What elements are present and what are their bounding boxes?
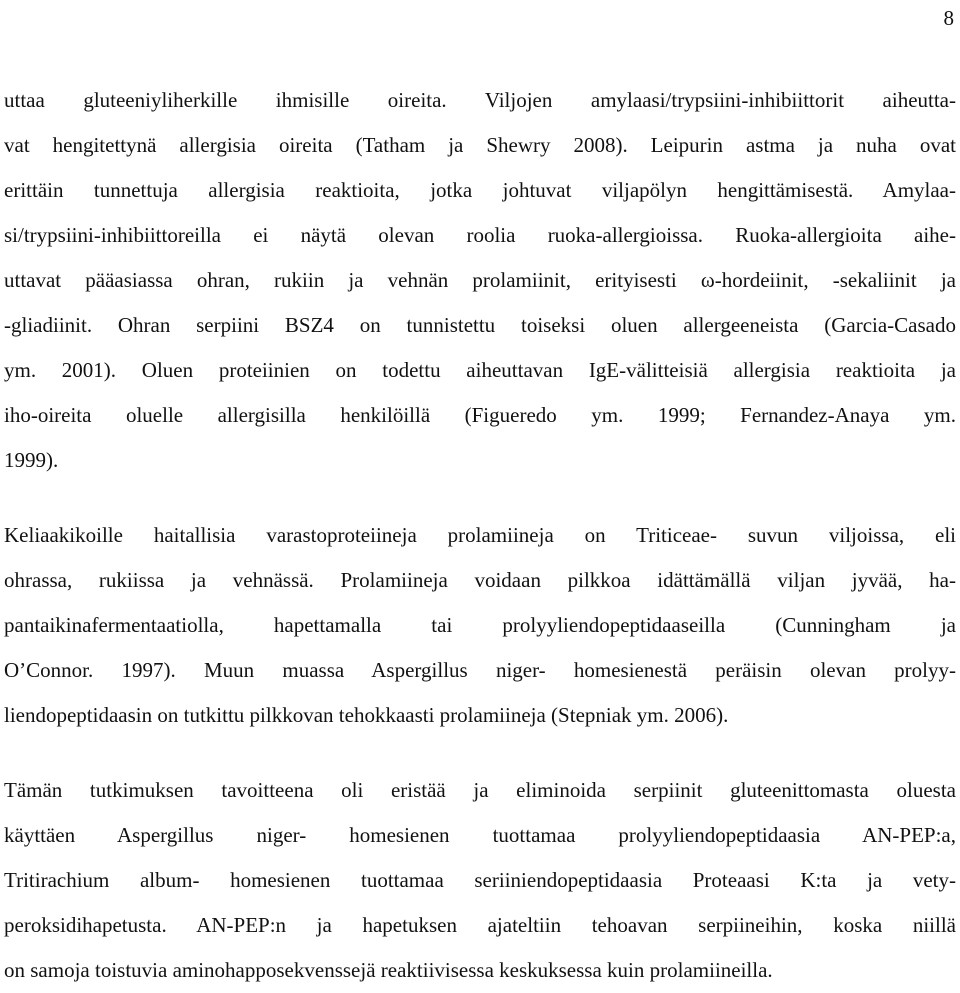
text-line: ohrassa, rukiissa ja vehnässä. Prolamiineja voidaan pilkkoa idättämällä viljan jyvää, ha- <box>4 568 956 592</box>
page-number: 8 <box>943 6 954 30</box>
text-line: ym. 2001). Oluen proteiinien on todettu aiheuttavan IgE-välitteisiä allergisia reaktioita ja <box>4 358 956 382</box>
paragraph-gap <box>4 738 956 768</box>
text-line: si/trypsiini-inhibiittoreilla ei näytä olevan roolia ruoka-allergioissa. Ruoka-allergioita aihe- <box>4 223 956 247</box>
text-line: Keliaakikoille haitallisia varastoproteiineja prolamiineja on Triticeae- suvun viljoissa, eli <box>4 523 956 547</box>
text-line: vat hengitettynä allergisia oireita (Tatham ja Shewry 2008). Leipurin astma ja nuha ovat <box>4 133 956 157</box>
text-line: Tritirachium album- homesienen tuottamaa seriiniendopeptidaasia Proteaasi K:ta ja vety- <box>4 868 956 892</box>
text-line: uttaa gluteeniyliherkille ihmisille oireita. Viljojen amylaasi/trypsiini-inhibiittorit aiheutta- <box>4 88 956 112</box>
text-line: 1999). <box>4 448 59 472</box>
paragraph-gap <box>4 483 956 513</box>
text-line: -gliadiinit. Ohran serpiini BSZ4 on tunnistettu toiseksi oluen allergeeneista (Garcia-Casado <box>4 313 956 337</box>
text-line: pantaikinafermentaatiolla, hapettamalla tai prolyyliendopeptidaaseilla (Cunningham ja <box>4 613 956 637</box>
text-line: käyttäen Aspergillus niger- homesienen tuottamaa prolyyliendopeptidaasia AN-PEP:a, <box>4 823 956 847</box>
paragraph-celiac <box>4 513 956 738</box>
text-line: peroksidihapetusta. AN-PEP:n ja hapetuksen ajateltiin tehoavan serpiineihin, koska niillä <box>4 913 956 937</box>
text-line: uttavat pääasiassa ohran, rukiin ja vehnän prolamiinit, erityisesti ω-hordeiinit, -sekaliinit ja <box>4 268 956 292</box>
text-line: O’Connor. 1997). Muun muassa Aspergillus niger- homesienestä peräisin olevan prolyy- <box>4 658 956 682</box>
body-text <box>0 78 960 993</box>
paragraph-allergies <box>4 78 956 483</box>
text-line: iho-oireita oluelle allergisilla henkilöillä (Figueredo ym. 1999; Fernandez-Anaya ym. <box>4 403 956 427</box>
text-line: liendopeptidaasin on tutkittu pilkkovan tehokkaasti prolamiineja (Stepniak ym. 2006). <box>4 703 729 727</box>
text-line: on samoja toistuvia aminohapposekvenssejä reaktiivisessa keskuksessa kuin prolamiineilla. <box>4 958 773 982</box>
text-line: erittäin tunnettuja allergisia reaktioita, jotka johtuvat viljapölyn hengittämisestä. Amylaa- <box>4 178 956 202</box>
paragraph-study-aim <box>4 768 956 993</box>
text-line: Tämän tutkimuksen tavoitteena oli eristää ja eliminoida serpiinit gluteenittomasta oluesta <box>4 778 956 802</box>
